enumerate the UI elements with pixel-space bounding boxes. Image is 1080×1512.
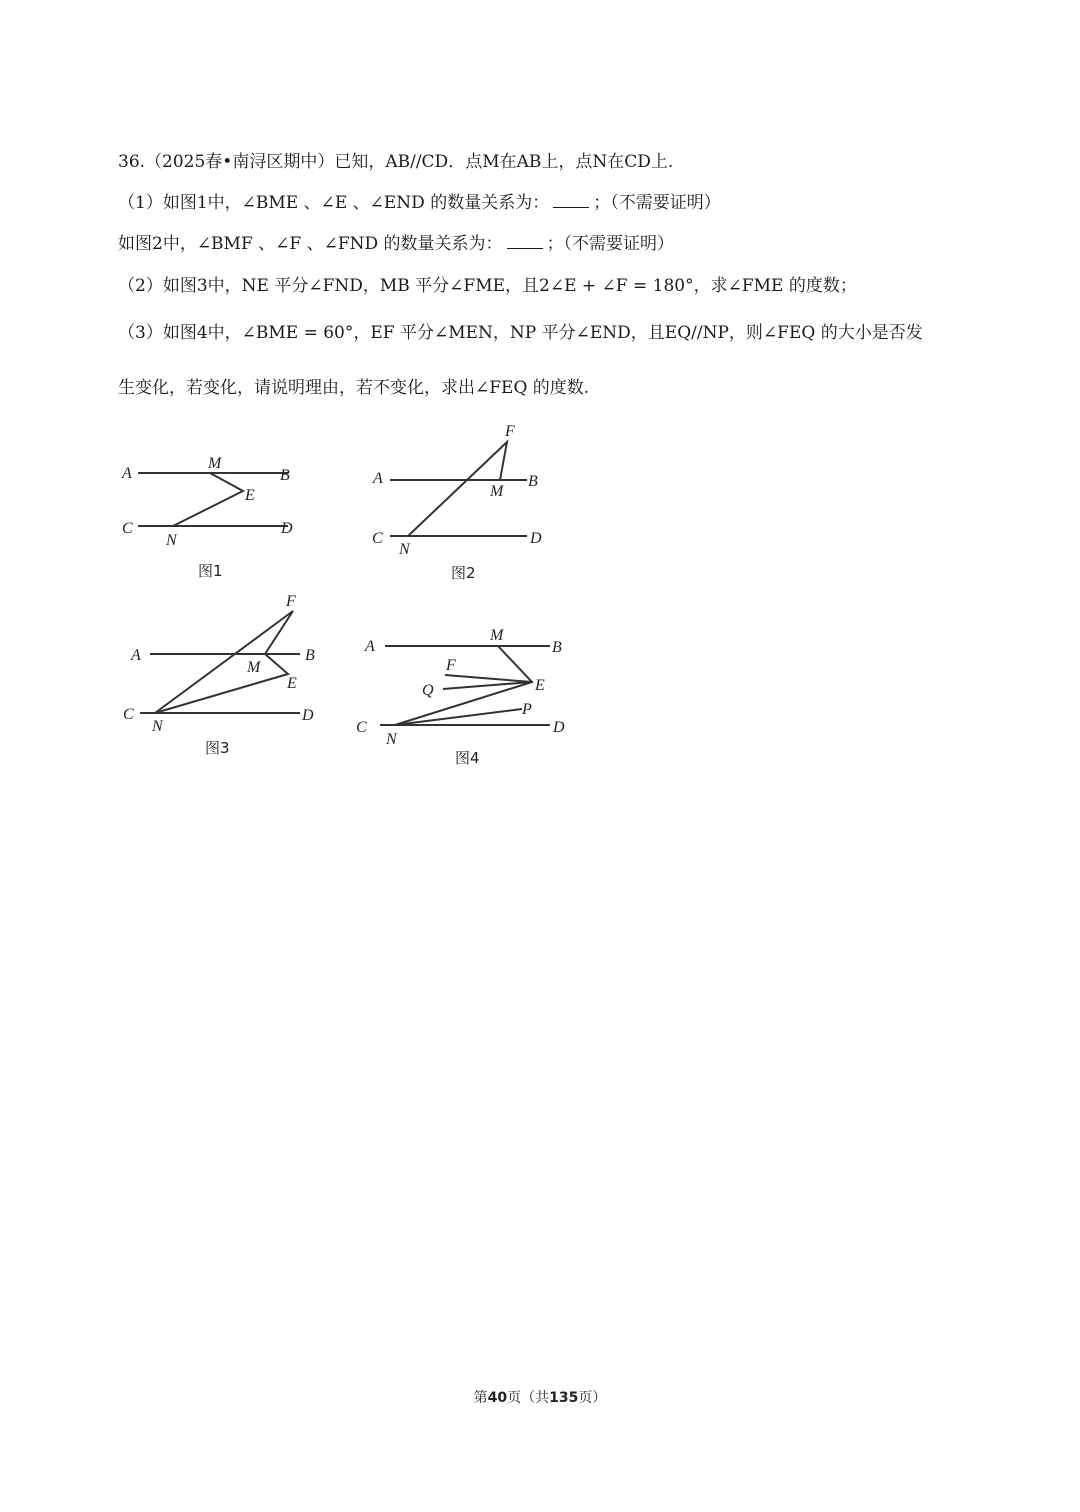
figure-3	[110, 590, 330, 740]
problem-line-2	[118, 191, 721, 215]
label-q: Q	[422, 682, 434, 699]
broken-line-men	[395, 646, 532, 725]
figure-4	[350, 620, 580, 750]
label-b: B	[305, 647, 315, 664]
question-1-figure-2: 如图2中，∠BMF 、∠F 、∠FND 的数量关系为：	[118, 234, 503, 254]
figure-2	[360, 420, 560, 560]
figure-2-caption: 图2	[451, 564, 476, 582]
figure-4-diagram	[350, 620, 580, 750]
label-f: F	[505, 423, 515, 440]
label-n: N	[386, 731, 397, 748]
figure-1	[110, 440, 310, 550]
label-e: E	[287, 675, 297, 692]
footer-suffix: 页）	[578, 1390, 607, 1406]
label-d: D	[530, 530, 542, 547]
label-a: A	[365, 638, 375, 655]
figure-3-diagram	[110, 590, 330, 740]
label-f: F	[286, 593, 296, 610]
footer-mid: 页（共	[507, 1390, 550, 1406]
label-e: E	[245, 487, 255, 504]
label-b: B	[280, 467, 290, 484]
broken-line-nfm	[155, 611, 293, 713]
question-1-note-2: ；（不需要证明）	[546, 234, 675, 254]
label-d: D	[302, 707, 314, 724]
figure-1-caption: 图1	[198, 562, 223, 580]
problem-line-3	[118, 232, 674, 256]
total-page-count: 135	[549, 1390, 579, 1406]
ray-np	[395, 709, 522, 725]
label-c: C	[123, 706, 134, 723]
question-1-note: ；（不需要证明）	[593, 193, 721, 213]
problem-line-5: （3）如图4中，∠BME = 60°，EF 平分∠MEN，NP 平分∠END，且EQ//NP，则∠FEQ 的大小是否发	[118, 323, 923, 343]
label-e: E	[535, 677, 545, 694]
label-m: M	[247, 659, 261, 676]
label-c: C	[372, 530, 383, 547]
figure-1-diagram	[110, 440, 310, 550]
answer-blank-1[interactable]	[553, 191, 589, 208]
problem-line-6: 生变化，若变化，请说明理由，若不变化，求出∠FEQ 的度数.	[118, 378, 590, 398]
broken-line-men	[173, 473, 243, 526]
label-m: M	[490, 483, 504, 500]
current-page-number: 40	[487, 1390, 508, 1406]
figure-2-diagram	[360, 420, 560, 560]
label-b: B	[552, 639, 562, 656]
answer-blank-2[interactable]	[507, 232, 543, 249]
label-c: C	[122, 520, 133, 537]
problem-line-1: 36.（2025春•南浔区期中）已知，AB//CD．点M在AB上，点N在CD上.	[118, 152, 674, 172]
footer-prefix: 第	[473, 1390, 488, 1406]
label-n: N	[152, 718, 163, 735]
label-b: B	[528, 473, 538, 490]
label-a: A	[122, 465, 132, 482]
label-d: D	[553, 719, 565, 736]
problem-line-4: （2）如图3中，NE 平分∠FND，MB 平分∠FME，且2∠E + ∠F = 180°，求∠FME 的度数；	[118, 276, 857, 296]
label-f: F	[446, 657, 456, 674]
label-n: N	[399, 541, 410, 558]
label-p: P	[522, 701, 532, 718]
label-a: A	[131, 647, 141, 664]
question-1-figure-1: （1）如图1中，∠BME 、∠E 、∠END 的数量关系为：	[118, 193, 550, 213]
label-n: N	[166, 532, 177, 549]
figure-4-caption: 图4	[455, 749, 480, 767]
figure-3-caption: 图3	[205, 739, 230, 757]
label-m: M	[490, 627, 504, 644]
label-a: A	[373, 470, 383, 487]
page-footer	[0, 1387, 1080, 1407]
label-c: C	[356, 719, 367, 736]
ray-ef	[445, 675, 532, 682]
label-m: M	[208, 455, 222, 472]
label-d: D	[281, 520, 293, 537]
